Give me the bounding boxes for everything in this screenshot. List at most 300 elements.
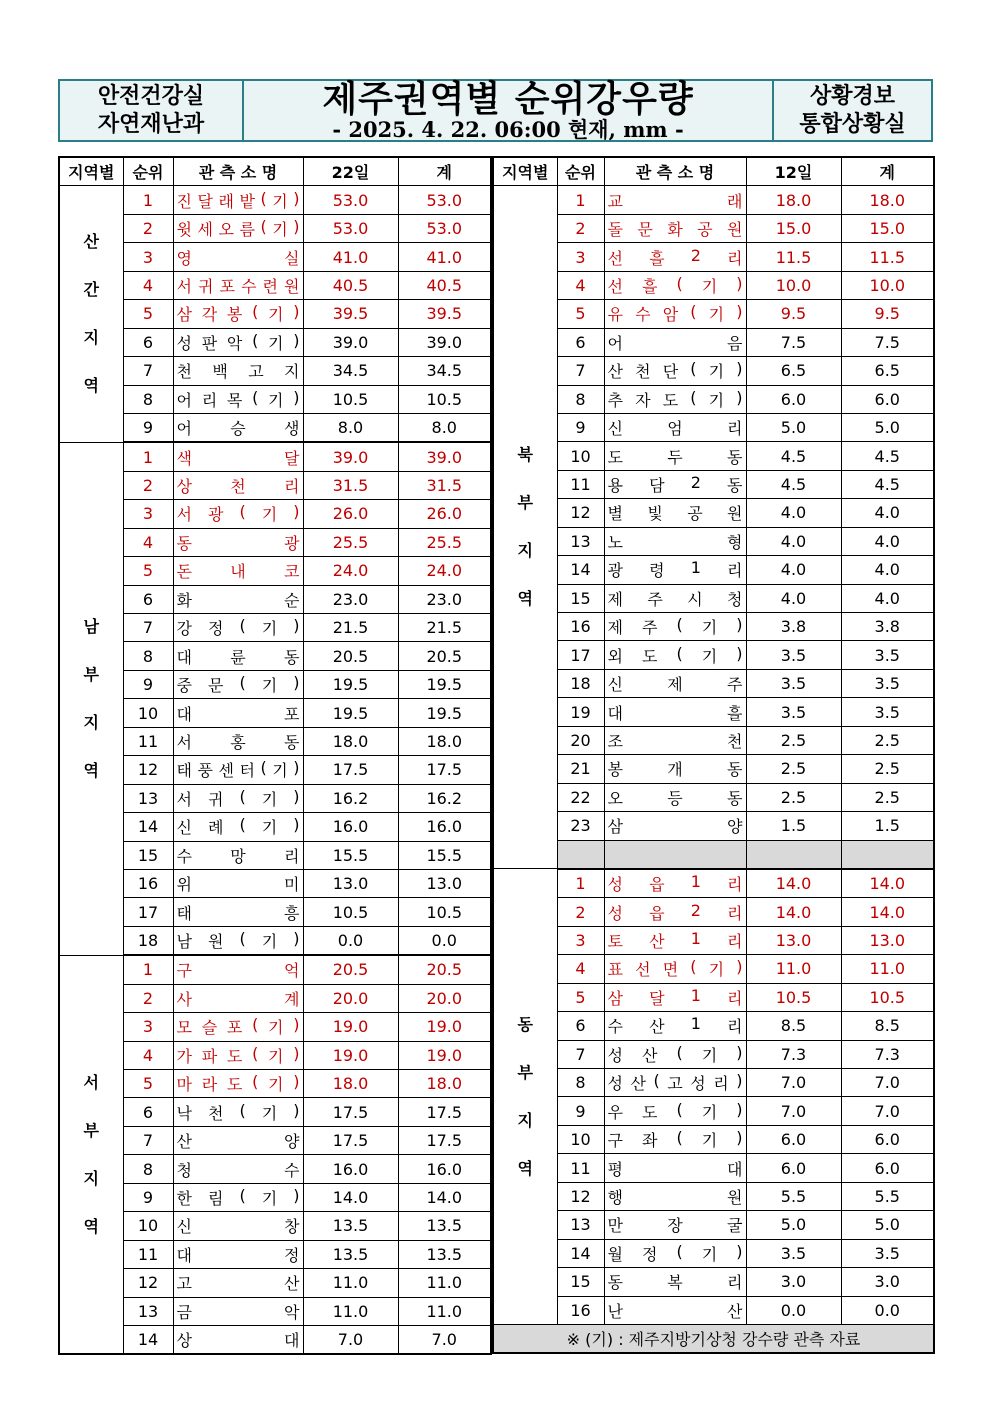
daily-rainfall: 11.5 [746,243,841,271]
rank-cell: 15 [557,584,604,612]
station-name [604,584,746,612]
header-day: 12일 [746,157,841,186]
station-name-char: ( [260,217,267,237]
station-name-text [608,302,743,325]
station-name [604,527,746,555]
station-name-char: ) [293,1072,300,1092]
station-name [173,841,303,869]
rank-cell: 3 [557,243,604,271]
department-line1: 안전건강실 [97,83,205,109]
header-rank: 순위 [123,157,173,186]
rank-cell: 5 [123,557,173,585]
rainfall-table-right [492,156,935,1354]
daily-rainfall: 25.5 [303,528,398,556]
station-name-text [608,501,743,524]
station-name-char: 상 [176,1331,192,1351]
rank-cell: 13 [557,527,604,555]
rank-cell: 2 [123,984,173,1012]
station-name-char: 달 [197,191,213,211]
station-name-char: 기 [701,618,718,638]
station-name-char: ) [736,1128,743,1148]
station-name [604,1040,746,1068]
station-name-char: ) [293,1043,300,1063]
region-label-char: 역 [83,376,99,396]
total-rainfall: 31.5 [398,471,491,499]
total-rainfall: 11.5 [841,243,934,271]
station-name [173,898,303,926]
station-name-text [608,672,743,695]
station-name [173,528,303,556]
total-rainfall: 3.5 [841,641,934,669]
total-rainfall: 3.5 [841,669,934,697]
station-name-char: 화 [176,590,192,610]
rank-cell: 7 [123,614,173,642]
station-name [173,614,303,642]
note-row [493,1324,934,1353]
total-rainfall: 41.0 [398,243,491,271]
station-name-char: ( [676,1099,683,1119]
region-label [493,186,557,869]
station-name-char: 창 [284,1217,300,1237]
rank-cell: 21 [557,755,604,783]
station-name-char: 성 [607,1074,623,1094]
total-rainfall: 11.0 [841,955,934,983]
station-name-char: ) [736,643,743,663]
rank-cell: 7 [123,357,173,385]
total-rainfall: 20.5 [398,642,491,670]
daily-rainfall: 6.0 [746,1125,841,1153]
table-row [59,471,491,499]
station-name-char: 동 [727,476,743,496]
total-rainfall: 3.0 [841,1268,934,1296]
station-name-text [608,644,743,667]
total-rainfall: 21.5 [398,614,491,642]
station-name-text [177,787,300,810]
table-row [59,642,491,670]
total-rainfall: 0.0 [398,926,491,955]
station-name-char: 기 [708,305,725,325]
station-name [173,300,303,328]
station-name [173,1325,303,1354]
table-row [493,214,934,242]
station-name-text [608,901,743,924]
rank-cell: 8 [123,1155,173,1183]
station-name-char: 달 [649,988,665,1008]
station-name-char: 화 [667,220,683,240]
station-name-text [177,189,300,212]
station-name-text [608,814,743,837]
table-row [59,1212,491,1240]
station-name-char: 동 [607,1273,623,1293]
station-name-text [608,1299,743,1322]
station-name [173,413,303,442]
total-rainfall: 20.0 [398,984,491,1012]
station-name-char: 양 [284,1132,300,1152]
station-name-char: 복 [667,1273,683,1293]
rank-cell: 8 [123,385,173,413]
daily-rainfall: 5.0 [746,413,841,441]
station-name-char: 광 [607,561,623,581]
station-name-char: ( [252,330,259,350]
total-rainfall: 4.0 [841,556,934,584]
rank-cell: 14 [557,1239,604,1267]
station-name-char: ) [293,502,300,522]
table-row [493,1125,934,1153]
station-name [604,1296,746,1324]
station-name-char: 노 [607,532,623,552]
station-name-char: 성 [176,333,192,353]
station-name-char: 흘 [649,248,665,268]
total-rainfall: 2.5 [841,755,934,783]
station-name-char: 주 [647,589,663,609]
daily-rainfall: 20.5 [303,642,398,670]
table-row [493,698,934,726]
station-name-char: 악 [284,1302,300,1322]
rank-cell: 15 [123,841,173,869]
rank-cell: 6 [557,1012,604,1040]
station-name-char: ) [736,1241,743,1261]
total-rainfall: 11.0 [398,1297,491,1325]
daily-rainfall: 4.0 [746,499,841,527]
station-name-text [177,388,300,411]
daily-rainfall: 17.5 [303,756,398,784]
table-row [59,1183,491,1211]
table-row [59,214,491,242]
station-name-char: 기 [261,619,278,639]
table-row [493,1211,934,1239]
station-name [173,557,303,585]
station-name-char: 별 [607,504,623,524]
table-header-row [59,157,491,186]
total-rainfall: 25.5 [398,528,491,556]
total-rainfall: 14.0 [841,869,934,898]
region-label-char: 지 [83,1168,99,1188]
station-name-text [177,645,300,668]
station-name-text [608,1071,743,1094]
table-row [493,613,934,641]
station-name-char: 공 [697,220,713,240]
station-name-char: 읍 [649,903,665,923]
total-rainfall: 6.5 [841,357,934,385]
empty-row [493,840,934,869]
station-name-text [177,331,300,354]
station-name-char: 포 [226,1018,243,1038]
table-row [493,1069,934,1097]
station-name-char: 달 [284,448,300,468]
station-name-char: 교 [607,191,623,211]
station-name-char: 기 [708,390,725,410]
station-name-char: 기 [261,676,278,696]
total-rainfall: 2.5 [841,726,934,754]
table-row [59,784,491,812]
table-row [59,869,491,897]
station-name-char: ) [736,359,743,379]
station-name-text [608,558,743,581]
table-row [59,385,491,413]
region-label-char: 간 [83,280,99,300]
station-name-text [608,1100,743,1123]
daily-rainfall: 39.5 [303,300,398,328]
station-name-char: 형 [727,532,743,552]
table-row [59,813,491,841]
total-rainfall: 39.5 [398,300,491,328]
station-name-text [177,1015,300,1038]
rank-cell: 16 [557,1296,604,1324]
station-name [173,955,303,984]
station-name-char: 1 [690,985,701,1005]
rank-cell: 12 [123,756,173,784]
station-name-char: 장 [667,1216,683,1236]
station-name [173,869,303,897]
station-name-char: 도 [662,390,679,410]
table-row [493,271,934,299]
region-label-char: 북 [517,445,533,465]
station-name [173,784,303,812]
station-name-char: 담 [649,476,665,496]
station-name-char: ( [239,616,246,636]
station-name-char: ) [293,188,300,208]
station-name-char: 진 [176,191,192,211]
station-name [173,926,303,955]
station-name-char: ) [736,1099,743,1119]
station-name-char: ( [676,1042,683,1062]
station-name-char: 래 [218,191,234,211]
header-station: 관 측 소 명 [173,157,303,186]
station-name-char: ) [736,302,743,322]
station-name-char: 리 [284,846,300,866]
rank-cell: 6 [123,328,173,356]
rank-cell: 1 [123,186,173,214]
table-row [59,442,491,471]
station-name-char: ) [736,387,743,407]
station-name-text [608,587,743,610]
station-name-char: 읍 [649,875,665,895]
station-name-text [608,929,743,952]
station-name-text [177,559,300,582]
table-row [59,1013,491,1041]
station-name [173,385,303,413]
station-name-char: 동 [727,760,743,780]
station-name [173,1013,303,1041]
station-name-text [177,302,300,325]
station-name [173,442,303,471]
station-name-char: 가 [176,1046,192,1066]
station-name-text [608,530,743,553]
station-name [173,214,303,242]
station-name-char: 목 [226,390,243,410]
station-name-char: 기 [268,1075,284,1095]
station-name-char: 라 [201,1075,218,1095]
station-name-char: 정 [284,1245,300,1265]
station-name-char: ( [690,359,697,379]
station-name-text [608,615,743,638]
station-name-char: 수 [607,1017,623,1037]
station-name-text [177,1186,300,1209]
station-name-char: 도 [641,646,658,666]
daily-rainfall: 18.0 [303,1070,398,1098]
total-rainfall: 6.0 [841,385,934,413]
station-name-text [177,1271,300,1294]
rank-cell: 11 [123,727,173,755]
daily-rainfall: 53.0 [303,214,398,242]
station-name-char: 위 [176,875,192,895]
station-name-char: 마 [176,1075,192,1095]
station-name [604,357,746,385]
daily-rainfall: 20.5 [303,955,398,984]
station-name [604,955,746,983]
station-name-char: 굴 [727,1216,743,1236]
station-name [604,613,746,641]
daily-rainfall: 39.0 [303,442,398,471]
table-row [493,898,934,926]
daily-rainfall: 5.0 [746,1211,841,1239]
station-name-char: ) [736,957,743,977]
station-name-char: 동 [284,647,300,667]
table-row [493,1012,934,1040]
rank-cell: 8 [557,1069,604,1097]
total-rainfall: 39.0 [398,442,491,471]
station-name-char: 백 [212,362,228,382]
station-name [173,756,303,784]
station-name-char: 원 [727,220,743,240]
daily-rainfall: 24.0 [303,557,398,585]
station-name-char: 청 [727,589,743,609]
station-name-char: 산 [727,1301,743,1321]
station-name-text [177,758,300,781]
station-name-char: 기 [268,390,284,410]
daily-rainfall: 20.0 [303,984,398,1012]
station-name-char: ( [239,502,246,522]
table-row [493,243,934,271]
station-name [173,271,303,299]
station-name-char: ( [239,1185,246,1205]
station-name-char: 순 [284,590,300,610]
station-name-char: 제 [607,589,623,609]
station-name [173,585,303,613]
station-name-char: 기 [701,1131,718,1151]
header-region: 지역별 [493,157,557,186]
region-label-char: 지 [83,712,99,732]
table-row [59,585,491,613]
station-name-text [608,246,743,269]
table-row [493,983,934,1011]
station-name-char: ) [293,1015,300,1035]
total-rainfall: 10.5 [398,385,491,413]
total-rainfall: 4.5 [841,442,934,470]
station-name-text [608,957,743,980]
station-name-text [177,246,300,269]
station-name-char: 태 [176,903,192,923]
station-name-char: 수 [241,276,257,296]
total-rainfall: 11.0 [398,1269,491,1297]
total-rainfall: 13.0 [841,926,934,954]
station-name-char: 추 [607,390,623,410]
region-label [59,955,123,1354]
total-rainfall: 26.0 [398,500,491,528]
station-name-char: 수 [635,305,651,325]
total-rainfall: 53.0 [398,214,491,242]
total-rainfall: 19.5 [398,699,491,727]
station-name-char: 시 [687,589,703,609]
table-row [59,1269,491,1297]
table-row [493,726,934,754]
station-name-char: 유 [607,305,623,325]
rank-cell: 11 [557,1154,604,1182]
station-name-char: 신 [607,419,623,439]
table-row [59,670,491,698]
station-name-char: ) [293,929,300,949]
rank-cell: 4 [557,955,604,983]
station-name-char: ( [252,1015,259,1035]
table-row [493,669,934,697]
station-name [173,1126,303,1154]
rank-cell: 3 [557,926,604,954]
region-label [493,869,557,1325]
station-name-text [177,958,300,981]
daily-rainfall: 13.0 [746,926,841,954]
station-name-char: 청 [176,1160,192,1180]
rank-cell: 9 [123,413,173,442]
station-name-char: 주 [727,675,743,695]
region-label [59,442,123,955]
station-name [604,1012,746,1040]
station-name [173,243,303,271]
station-name [604,328,746,356]
daily-rainfall: 2.5 [746,783,841,811]
station-name-text [177,502,300,525]
daily-rainfall: 13.5 [303,1212,398,1240]
station-name-char: 리 [727,248,743,268]
rank-cell: 6 [557,328,604,356]
station-name-char: 포 [219,276,235,296]
daily-rainfall: 15.0 [746,214,841,242]
station-name-text [608,217,743,240]
station-name-char: 기 [272,191,288,211]
daily-rainfall: 13.5 [303,1240,398,1268]
station-name-char: ( [690,387,697,407]
station-name [604,726,746,754]
station-name-char: ) [293,217,300,237]
region-label-char: 부 [517,1062,533,1082]
station-name [173,1041,303,1069]
station-name-text [177,673,300,696]
station-name-text [608,872,743,895]
station-name [604,1182,746,1210]
station-name-char: 어 [607,333,623,353]
header-total: 계 [841,157,934,186]
station-name-text [177,274,300,297]
station-name-char: 강 [176,619,192,639]
station-name-char: 기 [701,1102,718,1122]
table-row [59,528,491,556]
station-name [173,1297,303,1325]
station-name-char: 대 [176,647,192,667]
station-name-char: 고 [248,362,264,382]
station-name [604,1125,746,1153]
total-rainfall: 39.0 [398,328,491,356]
report-timestamp: - 2025. 4. 22. 06:00 현재, mm - [332,116,684,142]
station-name-char: 삼 [607,817,623,837]
total-rainfall: 3.5 [841,698,934,726]
total-rainfall: 20.5 [398,955,491,984]
station-name-char: 문 [637,220,653,240]
rank-cell: 6 [123,585,173,613]
table-row [59,955,491,984]
total-rainfall: 17.5 [398,756,491,784]
station-name-char: ) [736,615,743,635]
daily-rainfall: 18.0 [746,186,841,214]
total-rainfall: 6.0 [841,1125,934,1153]
